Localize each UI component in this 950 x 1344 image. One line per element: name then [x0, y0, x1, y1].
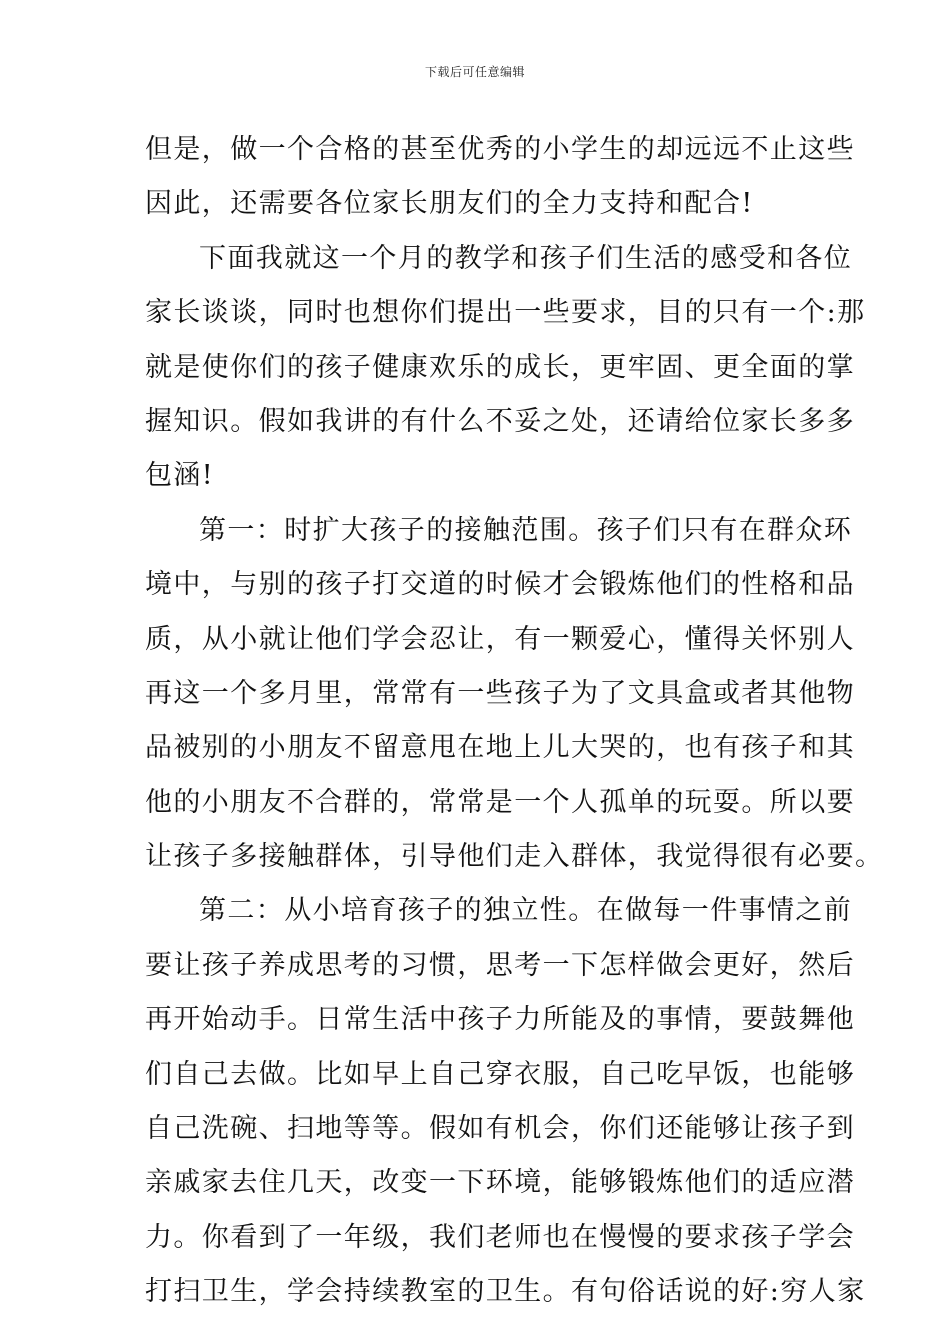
- paragraph-first-line: 下面我就这一个月的教学和孩子们生活的感受和各位: [199, 242, 853, 274]
- text-line: 力。你看到了一年级，我们老师也在慢慢的要求孩子学会: [145, 1221, 855, 1253]
- text-line: 家长谈谈，同时也想你们提出一些要求，目的只有一个:那: [145, 297, 866, 329]
- body-text: [145, 128, 884, 1325]
- text-line: 让孩子多接触群体，引导他们走入群体，我觉得很有必要。: [145, 841, 884, 873]
- text-line: 握知识。假如我讲的有什么不妥之处，还请给位家长多多: [145, 405, 855, 437]
- text-line: 要让孩子养成思考的习惯，思考一下怎样做会更好，然后: [145, 949, 855, 981]
- text-line: 自己洗碗、扫地等等。假如有机会，你们还能够让孩子到: [145, 1113, 855, 1145]
- text-line: 他的小朋友不合群的，常常是一个人孤单的玩耍。所以要: [145, 786, 855, 818]
- text-line: 亲戚家去住几天，改变一下环境，能够锻炼他们的适应潜: [145, 1167, 855, 1199]
- text-line: 打扫卫生，学会持续教室的卫生。有句俗话说的好:穷人家: [145, 1276, 866, 1308]
- text-line: 因此，还需要各位家长朋友们的全力支持和配合!: [145, 188, 754, 220]
- text-line: 再开始动手。日常生活中孩子力所能及的事情，要鼓舞他: [145, 1004, 855, 1036]
- text-line: 就是使你们的孩子健康欢乐的成长，更牢固、更全面的掌: [145, 351, 855, 383]
- page-header: 下载后可任意编辑: [424, 65, 525, 79]
- text-line: 但是，做一个合格的甚至优秀的小学生的却远远不止这些: [145, 134, 855, 165]
- text-line: 再这一个多月里，常常有一些孩子为了文具盒或者其他物: [145, 677, 855, 709]
- text-line: 境中，与别的孩子打交道的时候才会锻炼他们的性格和品: [145, 569, 855, 601]
- paragraph-first-line: 第一：时扩大孩子的接触范围。孩子们只有在群众环: [199, 514, 853, 546]
- text-line: 包涵!: [145, 460, 215, 492]
- text-line: 们自己去做。比如早上自己穿衣服，自己吃早饭，也能够: [145, 1058, 855, 1090]
- text-line: 品被别的小朋友不留意甩在地上儿大哭的，也有孩子和其: [145, 732, 855, 764]
- text-line: 质，从小就让他们学会忍让，有一颗爱心，懂得关怀别人: [145, 623, 855, 655]
- paragraph-first-line: 第二：从小培育孩子的独立性。在做每一件事情之前: [199, 895, 853, 927]
